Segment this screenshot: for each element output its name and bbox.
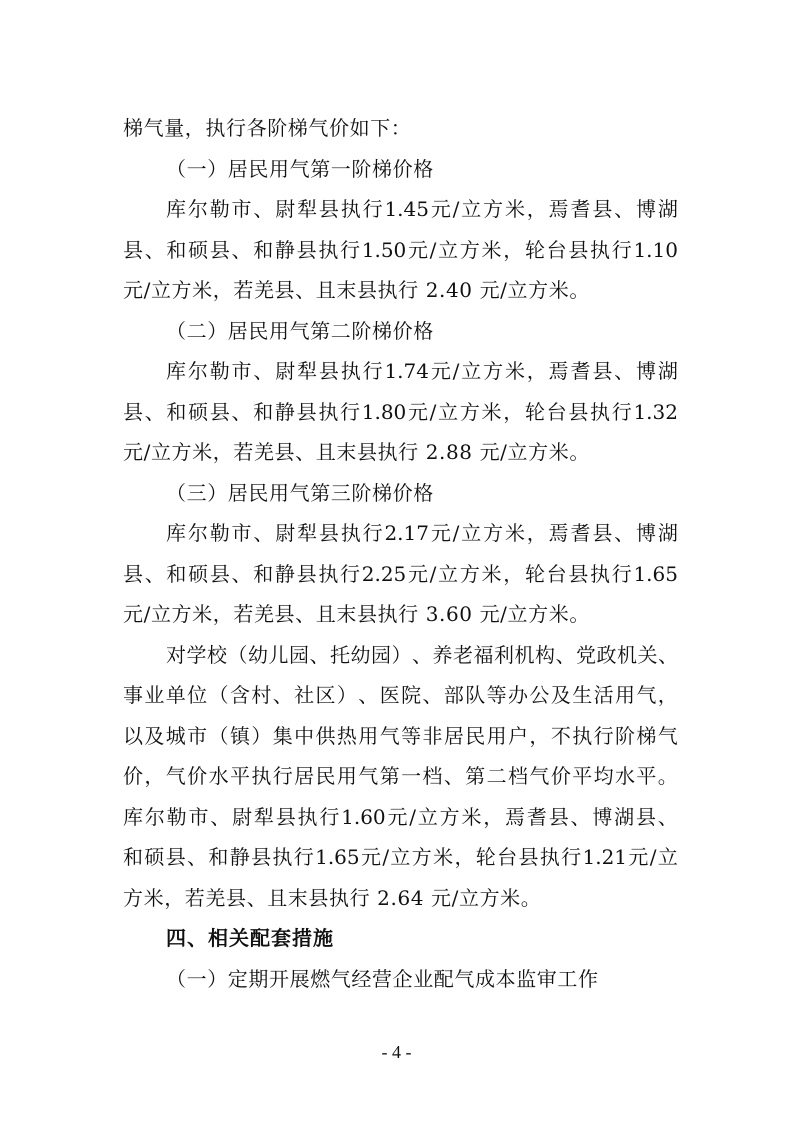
subheading-tier-2: （二）居民用气第二阶梯价格 [166,318,434,343]
subheading-tier-3: （三）居民用气第三阶梯价格 [166,480,434,505]
text-line: 和 硕 县 、 和 静 县 执 行 1.65 元 / 立 方 米 ， 轮 台 县 执 行 1.21 元 / 立 [123,845,678,869]
page-number: - 4 - [381,1042,412,1062]
text-line: 库 尔 勒 市 、 尉 犁 县 执 行 2.17 元 / 立 方 米 ， 焉 耆 县 、 博 湖 [166,521,678,545]
text-line: 库 尔 勒 市 、 尉 犁 县 执 行 1.45 元 / 立 方 米 ， 焉 耆 县 、 博 湖 [166,197,678,221]
subheading-tier-1: （一）居民用气第一阶梯价格 [166,156,434,181]
text-line: 价 ， 气 价 水 平 执 行 居 民 用 气 第 一 档 、 第 二 档 气 价 平 均 水 平 。 [123,764,678,788]
text-line: 元/立方米，若羌县、且末县执行 2.40 元/立方米。 [123,278,590,302]
text-line: 县 、 和 硕 县 、 和 静 县 执 行 1.80 元 / 立 方 米 ， 轮 台 县 执 行 1.32 [123,399,678,424]
section-heading: 四、相关配套措施 [166,926,334,950]
text-line: 库 尔 勒 市 、 尉 犁 县 执 行 1.74 元 / 立 方 米 ， 焉 耆 县 、 博 湖 [166,359,678,383]
text-line: 事 业 单 位 （ 含 村 、 社 区 ） 、 医 院 、 部 队 等 办 公 及 生 活 用 气 ， [123,683,678,707]
document-body [123,108,678,999]
text-line-continuation: 梯气量，执行各阶梯气价如下： [123,116,412,140]
text-line: 县 、 和 硕 县 、 和 静 县 执 行 1.50 元 / 立 方 米 ， 轮 台 县 执 行 1.10 [123,237,678,262]
subheading: （一）定期开展燃气经营企业配气成本监审工作 [166,966,599,991]
text-line: 对 学 校 （ 幼 儿 园 、 托 幼 园 ） 、 养 老 福 利 机 构 、 党 政 机 关 、 [166,642,678,667]
text-line: 元/立方米，若羌县、且末县执行 2.88 元/立方米。 [123,440,590,464]
text-line: 以 及 城 市 （ 镇 ） 集 中 供 热 用 气 等 非 居 民 用 户 ， 不 执 行 阶 梯 气 [123,723,678,748]
text-line: 元/立方米，若羌县、且末县执行 3.60 元/立方米。 [123,602,590,626]
text-line: 方米，若羌县、且末县执行 2.64 元/立方米。 [123,885,542,910]
text-line: 库 尔 勒 市 、 尉 犁 县 执 行 1.60 元 / 立 方 米 ， 焉 耆 县 、 博 湖 县 、 [123,804,678,829]
text-line: 县 、 和 硕 县 、 和 静 县 执 行 2.25 元 / 立 方 米 ， 轮 台 县 执 行 1.65 [123,561,678,586]
